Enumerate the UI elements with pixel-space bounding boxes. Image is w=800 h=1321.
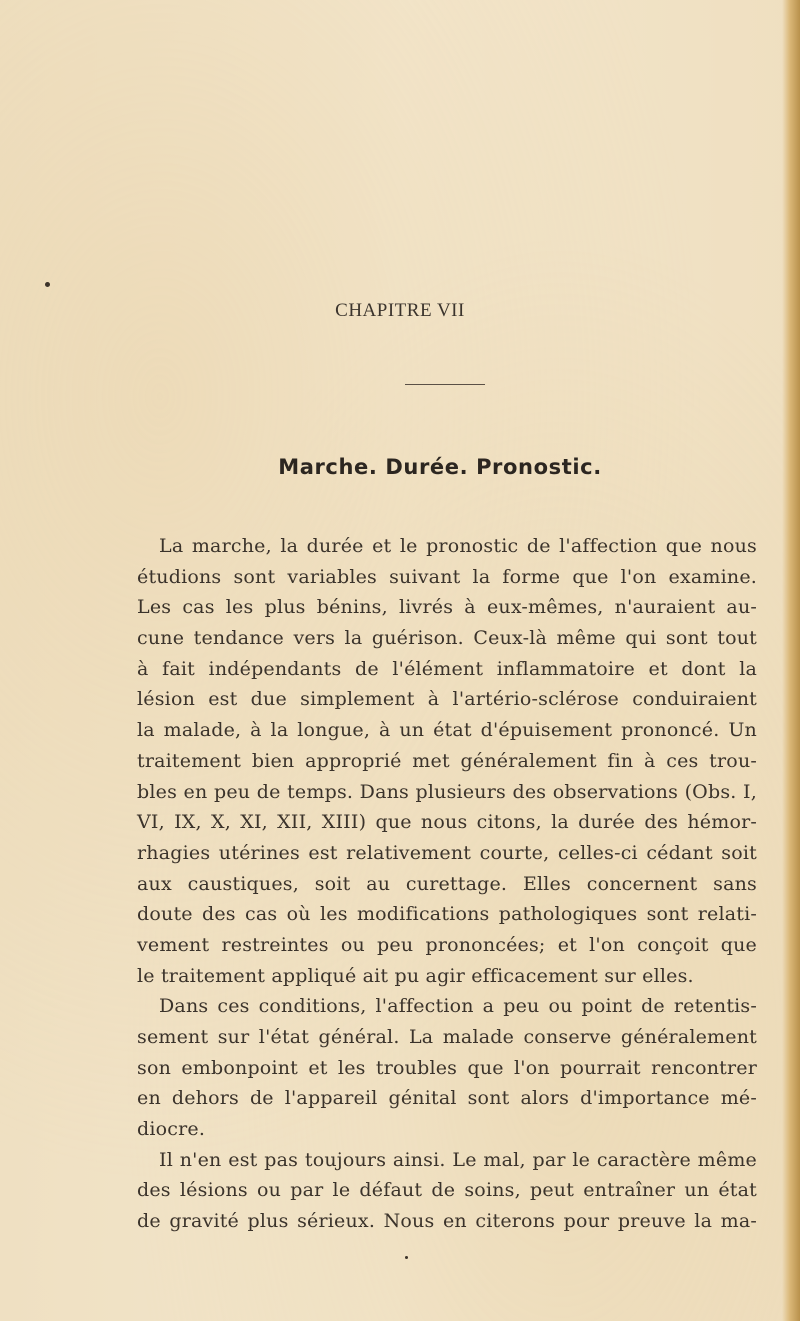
text-line: Dans ces conditions, l'affection a peu ou point de retentis- (159, 995, 757, 1018)
text-line: lésion est due simplement à l'artério-sclérose conduiraient (137, 688, 757, 711)
text-line: des lésions ou par le défaut de soins, peut entraîner un état (137, 1179, 757, 1202)
text-line: de gravité plus sérieux. Nous en citerons pour preuve la ma- (137, 1210, 757, 1233)
text-line: VI, IX, X, XI, XII, XIII) que nous citons, la durée des hémor- (137, 811, 757, 834)
text-line: sement sur l'état général. La malade conserve généralement (137, 1026, 757, 1048)
body-text (137, 531, 757, 1237)
text-line: aux caustiques, soit au curettage. Elles concernent sans (137, 872, 757, 895)
text-line: son embonpoint et les troubles que l'on pourrait rencontrer (137, 1056, 757, 1079)
ink-speck (405, 1256, 408, 1259)
page-edge-shadow (782, 0, 800, 1321)
text-line: diocre. (137, 1118, 206, 1141)
text-line: rhagies utérines est relativement courte, celles-ci cédant soit (137, 841, 757, 864)
text-line: Les cas les plus bénins, livrés à eux-mêmes, n'auraient au- (137, 596, 757, 619)
text-line: Il n'en est pas toujours ainsi. Le mal, par le caractère même (159, 1148, 757, 1171)
text-line: vement restreintes ou peu prononcées; et l'on conçoit que (137, 933, 757, 956)
text-line: La marche, la durée et le pronostic de l'affection que nous (159, 535, 757, 557)
divider-rule (405, 384, 485, 385)
chapter-heading: CHAPITRE VII (335, 300, 465, 321)
text-line: cune tendance vers la guérison. Ceux-là même qui sont tout (137, 627, 757, 650)
section-title: Marche. Durée. Pronostic. (278, 455, 602, 479)
text-line: traitement bien approprié met généralement fin à ces trou- (137, 749, 757, 772)
text-line: en dehors de l'appareil génital sont alors d'importance mé- (137, 1087, 757, 1110)
text-line: étudions sont variables suivant la forme que l'on examine. (137, 565, 757, 588)
text-line: doute des cas où les modifications pathologiques sont relati- (137, 903, 757, 926)
ink-speck (45, 282, 50, 287)
text-line: bles en peu de temps. Dans plusieurs des observations (Obs. I, (137, 780, 757, 803)
text-line: la malade, à la longue, à un état d'épuisement prononcé. Un (137, 719, 757, 742)
text-line: à fait indépendants de l'élément inflammatoire et dont la (137, 657, 757, 680)
text-line: le traitement appliqué ait pu agir efficacement sur elles. (137, 964, 694, 987)
